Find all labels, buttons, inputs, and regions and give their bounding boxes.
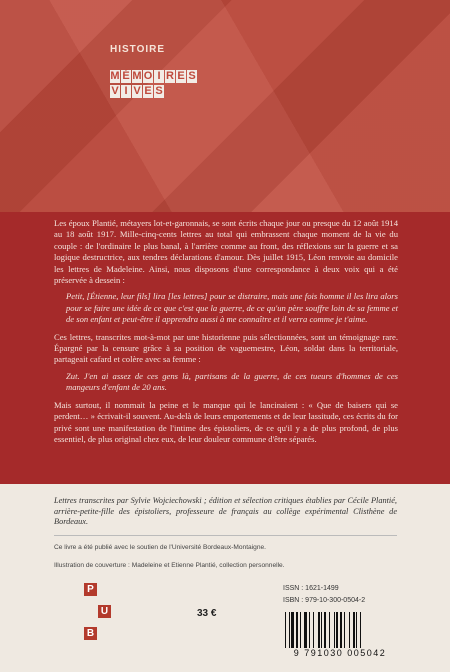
barcode-bar [353,612,355,648]
divider [54,535,397,536]
barcode-bar [324,612,326,648]
barcode-bar [356,612,357,648]
barcode-bar [304,612,307,648]
logo-letter: V [133,85,141,97]
logo-letter: V [111,85,119,97]
blurb-quote-1: Petit, [Étienne, leur fils] lira [les lettres] pour se distraire, mais une fois homme il les lira alors pour se faire une idée de ce que c'est que la guerre, de ce qu'un père souffre loin de sa femme et de son enfant et peut-être il apprendra aussi à me connaître et il verra comme je t'aime. [66,291,398,325]
collection-logo-row-2 [110,85,197,98]
logo-letter: I [121,85,131,98]
publisher-logo [84,583,114,641]
blurb-paragraph-2: Ces lettres, transcrites mot-à-mot par une historienne puis sélectionnées, sont un témoignage rare. Épargné par la censure grâce à sa position de vaguemestre, Léon, soldat dans la territoriale, partageait cafard et colère avec sa femme : [54,331,398,365]
logo-letter: E [144,85,152,97]
barcode-bar [340,612,342,648]
barcode-bars [285,612,395,648]
blurb-paragraph-1: Les époux Plantié, métayers lot-et-garonnais, se sont écrits chaque jour ou presque du 12 août 1914 au 18 août 1917. Mille-cinq-cents lettres au total qui embrassent chaque moment de la vie du couple : de l'ordinaire le plus banal, à l'arrière comme au front, des réflexions sur la guerre et sa logique destructrice, aux tendres déclarations d'amour. Dès juillet 1915, Léon renvoie au domicile les lettres de Madeleine. Ainsi, nous disposons d'une correspondance à deux voix qui a été préservée à dessein : [54,218,398,286]
logo-letter: S [188,70,196,82]
issn: ISSN : 1621-1499 [283,585,339,592]
series-label: HISTOIRE [110,44,166,55]
barcode-bar [334,612,335,648]
illustration-credit: Illustration de couverture : Madeleine et Etienne Plantié, collection personnelle. [54,562,285,569]
barcode-bar [336,612,338,648]
isbn: ISBN : 979-10-300-0504-2 [283,597,366,604]
publisher-logo-letter: B [84,627,97,640]
barcode-bar [296,612,298,648]
collection-logo-row-1 [110,70,197,83]
barcode [285,612,395,658]
barcode-number: 9 791030 005042 [293,648,387,658]
edition-credits: Lettres transcrites par Sylvie Wojciechowski ; édition et sélection critiques établies par Cécile Plantié, arrière-petite-fille des épistoliers, professeure de français au collège expérimental Clisthène de Bordeaux. [54,496,397,527]
logo-letter: É [122,70,130,82]
logo-letter: M [132,70,142,82]
barcode-bar [291,612,294,648]
blurb-panel [0,212,450,484]
barcode-bar [300,612,301,648]
barcode-bar [360,612,361,648]
barcode-bar [309,612,310,648]
cover-bottom-panel [0,484,450,672]
barcode-bar [349,612,350,648]
barcode-bar [313,612,314,648]
barcode-bar [329,612,330,648]
publisher-logo-letter: P [84,583,97,596]
logo-letter: E [177,70,185,82]
barcode-bar [344,612,345,648]
blurb-paragraph-3: Mais surtout, il nommait la peine et le manque qui le lancinaient : « Que de baisers qui se perdent… » écrivait-il souvent. Au-delà de leurs emportements et de leur lassitude, ces écrits du for privé sont une manifestation de l'intime des épistoliers, de ce qu'il y a de plus profond, de plus essentiel, de plus original chez eux, de leur douleur commune d'être séparés. [54,399,398,444]
collection-logo [110,70,197,98]
logo-letter: S [155,85,163,97]
logo-letter: M [110,70,120,82]
barcode-bar [289,612,290,648]
logo-letter: O [143,70,153,82]
price: 33 € [197,608,217,619]
publisher-logo-letter: U [98,605,111,618]
barcode-bar [318,612,320,648]
logo-letter: R [166,70,174,82]
support-note: Ce livre a été publié avec le soutien de l'Université Bordeaux-Montaigne. [54,544,267,551]
logo-letter: I [154,70,164,83]
blurb-quote-2: Zut. J'en ai assez de ces gens là, partisans de la guerre, de ces tueurs d'hommes de ces mangeurs d'enfant de 20 ans. [66,370,398,393]
barcode-bar [285,612,286,648]
cover-top-panel [0,0,450,212]
barcode-bar [321,612,322,648]
